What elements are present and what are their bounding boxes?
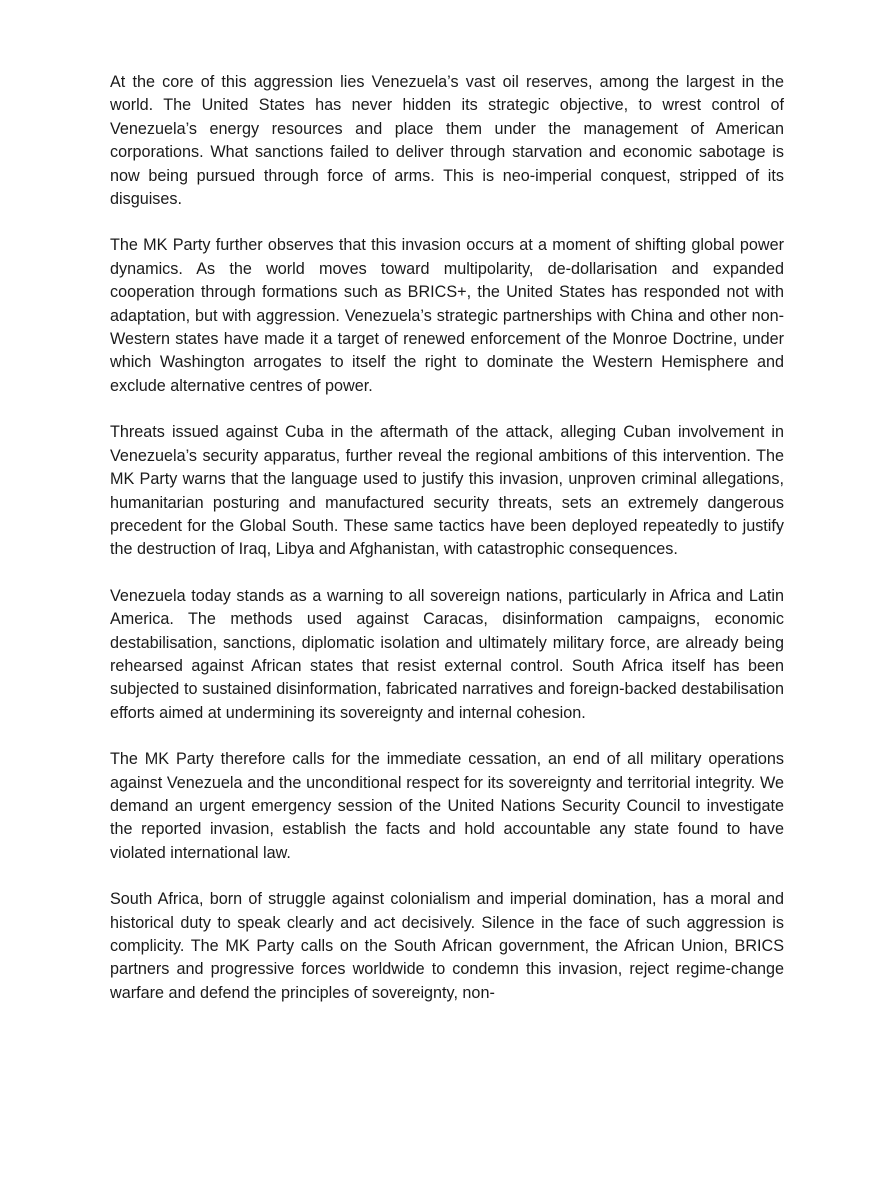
document-body [110,71,784,1005]
paragraph-global-power-dynamics: The MK Party further observes that this invasion occurs at a moment of shifting global power dynamics. As the world moves toward multipolarity, de-dollarisation and expanded cooperation through formations such as BRICS+, the United States has responded not with adaptation, but with aggression. Venezuela’s strategic partnerships with China and other non-Western states have made it a target of renewed enforcement of the Monroe Doctrine, under which Washington arrogates to itself the right to dominate the Western Hemisphere and exclude alternative centres of power. [110,236,784,395]
paragraph-warning-to-sovereign-nations: Venezuela today stands as a warning to all sovereign nations, particularly in Africa and Latin America. The methods used against Caracas, disinformation campaigns, economic destabilisation, sanctions, diplomatic isolation and ultimately military force, are already being rehearsed against African states that resist external control. South Africa itself has been subjected to sustained disinformation, fabricated narratives and foreign-backed destabilisation efforts aimed at undermining its sovereignty and internal cohesion. [110,586,784,722]
paragraph-threats-against-cuba: Threats issued against Cuba in the aftermath of the attack, alleging Cuban involvement in Venezuela’s security apparatus, further reveal the regional ambitions of this intervention. The MK Party warns that the language used to justify this invasion, unproven criminal allegations, humanitarian posturing and manufactured security threats, sets an extremely dangerous precedent for the Global South. These same tactics have been deployed repeatedly to justify the destruction of Iraq, Libya and Afghanistan, with catastrophic consequences. [110,423,784,559]
paragraph-call-for-cessation: The MK Party therefore calls for the immediate cessation, an end of all military operations against Venezuela and the unconditional respect for its sovereignty and territorial integrity. We demand an urgent emergency session of the United Nations Security Council to investigate the reported invasion, establish the facts and hold accountable any state found to have violated international law. [110,750,784,862]
paragraph-south-africa-duty: South Africa, born of struggle against colonialism and imperial domination, has a moral and historical duty to speak clearly and act decisively. Silence in the face of such aggression is complicity. The MK Party calls on the South African government, the African Union, BRICS partners and progressive forces worldwide to condemn this invasion, reject regime-change warfare and defend the principles of sovereignty, non- [110,890,784,1002]
paragraph-oil-reserves: At the core of this aggression lies Venezuela’s vast oil reserves, among the largest in the world. The United States has never hidden its strategic objective, to wrest control of Venezuela’s energy resources and place them under the management of American corporations. What sanctions failed to deliver through starvation and economic sabotage is now being pursued through force of arms. This is neo-imperial conquest, stripped of its disguises. [110,73,784,209]
